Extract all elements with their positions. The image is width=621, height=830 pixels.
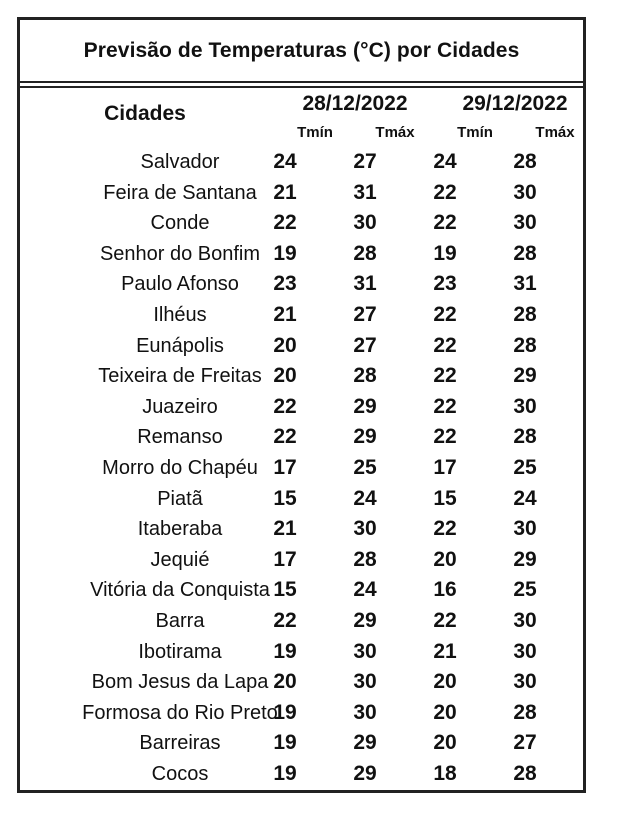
- date2-tmax-cell: 28: [513, 241, 537, 265]
- date1-tmax-cell: 29: [353, 609, 377, 632]
- table-row: [20, 575, 583, 605]
- date2-tmin-header: Tmín: [457, 124, 493, 141]
- city-name: Bom Jesus da Lapa: [91, 671, 269, 694]
- date1-tmin-cell: 20: [273, 333, 297, 357]
- city-name: Feira de Santana: [103, 181, 257, 204]
- date1-tmax-cell: 30: [353, 517, 377, 541]
- date2-tmax-cell: 24: [513, 486, 537, 510]
- date2-tmax-cell: 28: [513, 762, 537, 785]
- table-row: [20, 300, 583, 330]
- city-name: Ibotirama: [138, 640, 222, 663]
- city-name: Piatã: [157, 487, 203, 510]
- date1-tmin-cell: 20: [273, 364, 297, 388]
- date2-tmax-cell: 30: [513, 394, 537, 418]
- date1-tmin-cell: 19: [273, 639, 297, 663]
- date1-tmin-cell: 21: [273, 517, 297, 541]
- date2-tmax-cell: 30: [513, 670, 537, 694]
- date2-tmin-cell: 20: [433, 547, 457, 571]
- title-divider-bottom: [20, 86, 583, 88]
- date2-tmax-cell: 25: [513, 456, 537, 479]
- city-name: Formosa do Rio Preto: [82, 701, 278, 724]
- date1-tmax-cell: 28: [353, 241, 377, 265]
- title-divider-top: [20, 81, 583, 83]
- date2-tmin-cell: 18: [433, 762, 457, 785]
- table-row: [20, 667, 583, 697]
- date2-tmin-cell: 20: [433, 670, 457, 694]
- city-name: Morro do Chapéu: [102, 457, 258, 479]
- table-row: [20, 514, 583, 544]
- date1-tmin-cell: 19: [273, 762, 297, 785]
- date1-tmax-header: Tmáx: [375, 124, 415, 141]
- date1-tmax-cell: 27: [353, 150, 377, 173]
- date2-tmin-cell: 22: [433, 394, 457, 418]
- date1-tmin-cell: 15: [273, 486, 297, 510]
- date1-tmax-cell: 25: [353, 456, 377, 479]
- table-row: [20, 728, 583, 758]
- date2-tmin-cell: 22: [433, 180, 457, 204]
- date1-tmax-cell: 27: [353, 333, 377, 357]
- date1-tmin-cell: 23: [273, 272, 297, 296]
- date1-tmax-cell: 29: [353, 394, 377, 418]
- date1-tmin-cell: 22: [273, 211, 297, 235]
- city-name: Ilhéus: [153, 304, 207, 326]
- date2-tmax-cell: 29: [513, 547, 537, 571]
- date1-tmax-cell: 29: [353, 762, 377, 785]
- city-name: Itaberaba: [137, 518, 223, 541]
- date2-tmax-cell: 29: [513, 364, 537, 388]
- date1-header: 28/12/2022: [302, 92, 408, 115]
- table-row: [20, 208, 583, 238]
- date2-tmin-cell: 22: [433, 517, 457, 541]
- date2-tmax-cell: 28: [513, 700, 537, 724]
- date2-tmax-cell: 28: [513, 333, 537, 357]
- date1-tmax-cell: 29: [353, 425, 377, 449]
- city-name: Vitória da Conquista: [90, 579, 270, 602]
- table-row: [20, 331, 583, 361]
- table-row: [20, 545, 583, 575]
- date2-tmax-cell: 30: [513, 180, 537, 204]
- cities-column-header: Cidades: [104, 102, 186, 125]
- date1-tmax-cell: 30: [353, 639, 377, 663]
- date2-tmin-cell: 23: [433, 272, 457, 296]
- city-name: Salvador: [140, 151, 220, 173]
- date1-tmax-cell: 30: [353, 211, 377, 235]
- date1-tmax-cell: 27: [353, 303, 377, 326]
- date2-tmax-header: Tmáx: [535, 124, 575, 141]
- date1-tmax-cell: 28: [353, 364, 377, 388]
- city-name: Cocos: [151, 763, 209, 785]
- date2-tmax-cell: 30: [513, 211, 537, 235]
- date1-tmax-cell: 30: [353, 670, 377, 694]
- table-row: [20, 239, 583, 269]
- date1-tmin-cell: 17: [273, 547, 297, 571]
- date2-tmin-cell: 21: [433, 639, 457, 663]
- city-name: Remanso: [137, 426, 223, 449]
- date2-header: 29/12/2022: [462, 92, 568, 115]
- date2-tmin-cell: 20: [433, 700, 457, 724]
- date2-tmax-cell: 28: [513, 150, 537, 173]
- date2-tmin-cell: 15: [433, 486, 457, 510]
- date1-tmax-cell: 30: [353, 700, 377, 724]
- city-name: Jequié: [150, 548, 210, 571]
- date1-tmax-cell: 31: [353, 272, 377, 296]
- date2-tmax-cell: 30: [513, 609, 537, 632]
- table-row: [20, 637, 583, 667]
- date1-tmin-header: Tmín: [297, 124, 333, 141]
- date1-tmin-cell: 24: [273, 150, 297, 173]
- date1-tmax-cell: 28: [353, 547, 377, 571]
- date2-tmin-cell: 20: [433, 731, 457, 755]
- date1-tmin-cell: 17: [273, 456, 297, 479]
- date1-tmin-cell: 22: [273, 609, 297, 632]
- table-row: [20, 269, 583, 299]
- date2-tmin-cell: 22: [433, 425, 457, 449]
- date1-tmin-cell: 22: [273, 394, 297, 418]
- date2-tmin-cell: 22: [433, 609, 457, 632]
- table-row: [20, 361, 583, 391]
- table-row: [20, 759, 583, 789]
- date2-tmin-cell: 24: [433, 150, 457, 173]
- date2-tmax-cell: 30: [513, 517, 537, 541]
- table-title: Previsão de Temperaturas (°C) por Cidades: [83, 39, 520, 62]
- table-row: [20, 147, 583, 177]
- table-row: [20, 484, 583, 514]
- city-name: Conde: [150, 212, 210, 235]
- date2-tmax-cell: 28: [513, 425, 537, 449]
- date2-tmax-cell: 25: [513, 578, 537, 602]
- city-name: Paulo Afonso: [121, 273, 239, 296]
- date1-tmin-cell: 20: [273, 670, 297, 694]
- date1-tmin-cell: 21: [273, 303, 297, 326]
- table-row: [20, 422, 583, 452]
- city-name: Teixeira de Freitas: [98, 365, 262, 388]
- table-row: [20, 453, 583, 483]
- date2-tmin-cell: 22: [433, 333, 457, 357]
- date2-tmax-cell: 31: [513, 272, 537, 296]
- date1-tmax-cell: 24: [353, 486, 377, 510]
- date1-tmax-cell: 31: [353, 180, 377, 204]
- date1-tmin-cell: 19: [273, 241, 297, 265]
- date2-tmax-cell: 27: [513, 731, 537, 755]
- date2-tmin-cell: 16: [433, 578, 457, 602]
- date1-tmin-cell: 19: [273, 700, 297, 724]
- forecast-table: [17, 17, 586, 793]
- date2-tmin-cell: 19: [433, 241, 457, 265]
- date1-tmin-cell: 21: [273, 180, 297, 204]
- table-row: [20, 392, 583, 422]
- date2-tmin-cell: 17: [433, 456, 457, 479]
- date2-tmin-cell: 22: [433, 211, 457, 235]
- date2-tmin-cell: 22: [433, 303, 457, 326]
- table-row: [20, 178, 583, 208]
- date1-tmin-cell: 22: [273, 425, 297, 449]
- date1-tmin-cell: 15: [273, 578, 297, 602]
- date2-tmax-cell: 28: [513, 303, 537, 326]
- date1-tmax-cell: 29: [353, 731, 377, 755]
- table-row: [20, 606, 583, 636]
- date1-tmin-cell: 19: [273, 731, 297, 755]
- city-name: Barreiras: [139, 732, 221, 755]
- table-row: [20, 698, 583, 728]
- date2-tmax-cell: 30: [513, 639, 537, 663]
- city-name: Senhor do Bonfim: [99, 242, 261, 265]
- city-name: Barra: [155, 610, 205, 632]
- city-name: Eunápolis: [136, 334, 224, 357]
- date2-tmin-cell: 22: [433, 364, 457, 388]
- city-name: Juazeiro: [142, 395, 218, 418]
- date1-tmax-cell: 24: [353, 578, 377, 602]
